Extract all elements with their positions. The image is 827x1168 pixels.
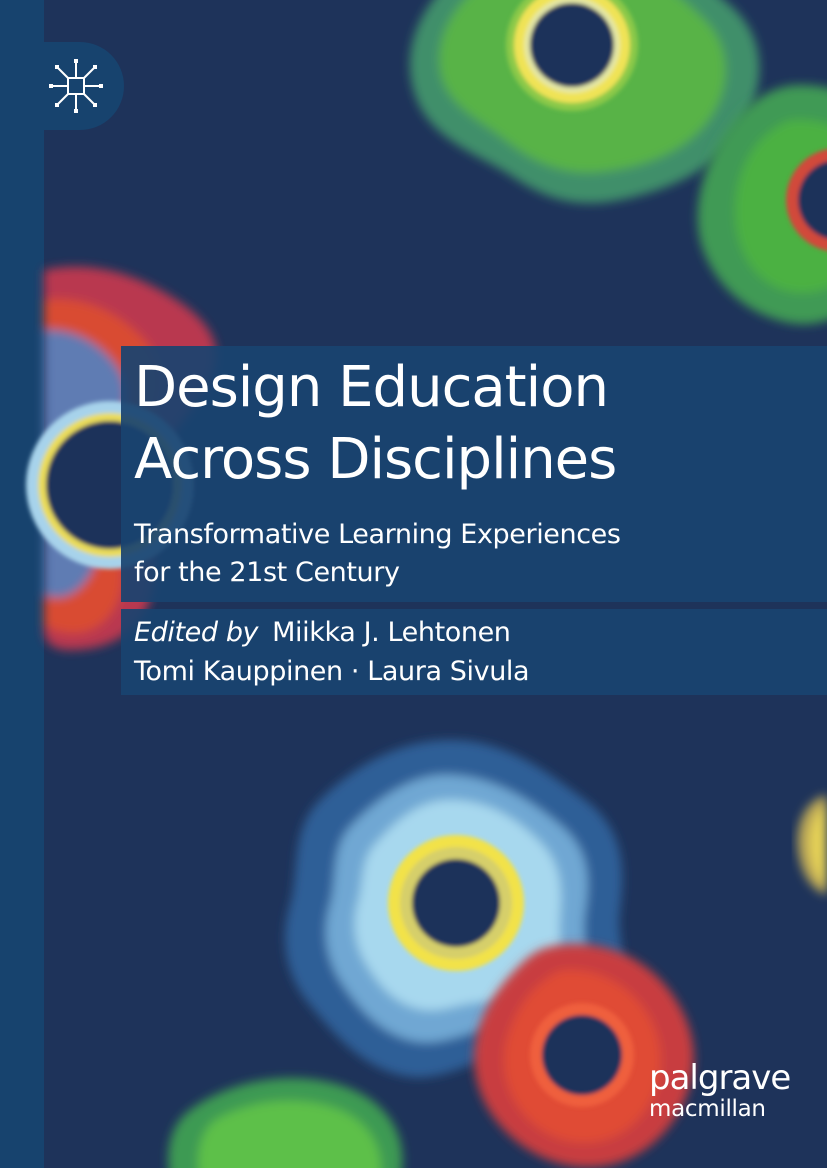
palgrave-logo-icon — [48, 58, 104, 114]
blue-flower-center-ring — [388, 835, 524, 971]
publisher-logo — [649, 1060, 790, 1122]
green-blob-bottom — [168, 1078, 402, 1168]
editor-names-2: Tomi Kauppinen · Laura Sivula — [134, 656, 530, 687]
editors-line-1-wrap — [134, 613, 529, 652]
editors-block — [134, 613, 529, 691]
book-title — [134, 352, 616, 496]
publisher-name-palgrave: palgrave — [649, 1058, 791, 1098]
yellow-blob-right — [797, 795, 827, 895]
editor-name-1: Miikka J. Lehtonen — [272, 617, 511, 648]
edited-by-label: Edited by — [134, 617, 259, 648]
subtitle-line-1: Transformative Learning Experiences — [134, 519, 621, 550]
publisher-name-macmillan: macmillan — [649, 1096, 766, 1122]
title-line-2: Across Disciplines — [134, 427, 617, 492]
book-subtitle — [134, 516, 621, 592]
subtitle-line-2: for the 21st Century — [134, 557, 400, 588]
title-line-1: Design Education — [134, 355, 608, 420]
red-flower-bottom-core — [530, 1003, 634, 1107]
